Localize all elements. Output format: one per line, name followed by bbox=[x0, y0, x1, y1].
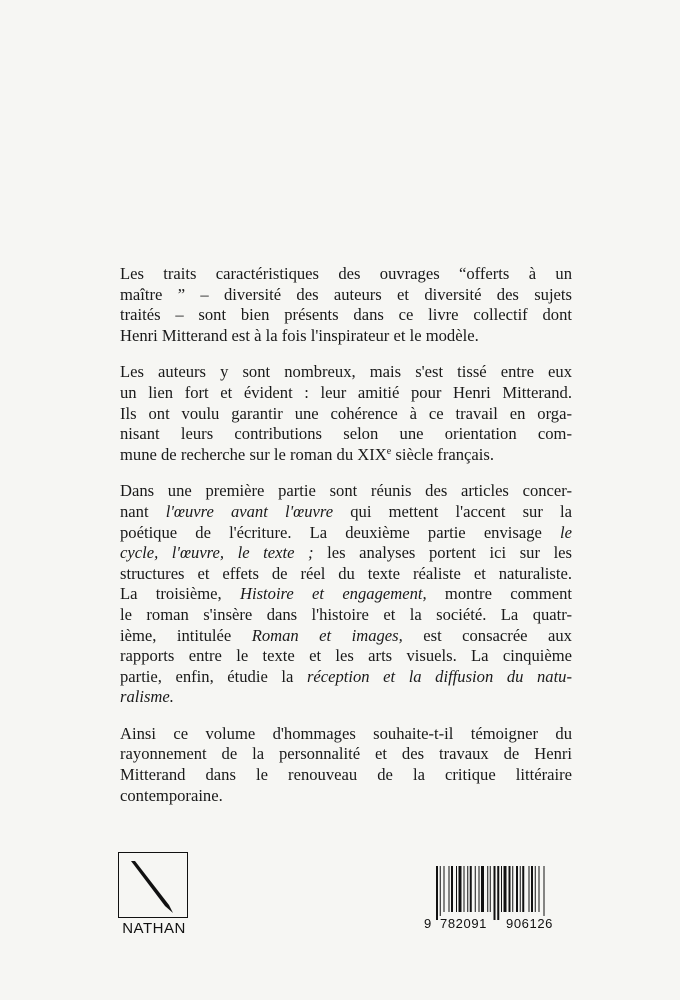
barcode-left-group: 782091 bbox=[440, 916, 487, 931]
text-segment: partie, enfin, étudie la bbox=[120, 666, 307, 686]
text-segment: Ainsi ce volume d'hommages souhaite-t-il témoigner du bbox=[120, 723, 572, 743]
barcode-bar bbox=[444, 866, 445, 912]
text-line bbox=[120, 362, 572, 383]
text-line bbox=[120, 445, 572, 466]
text-segment: le roman s'insère dans l'histoire et la société. La quatr- bbox=[120, 604, 572, 624]
text-segment: Henri Mitterand est à la fois l'inspirateur et le modèle. bbox=[120, 325, 479, 345]
barcode-bar bbox=[449, 866, 450, 912]
text-segment: structures et effets de réel du texte réaliste et naturaliste. bbox=[120, 563, 572, 583]
text-line bbox=[120, 765, 572, 786]
text-line bbox=[120, 605, 572, 626]
italic-text: cycle, l'œuvre, le texte ; bbox=[120, 543, 314, 563]
italic-text: le bbox=[560, 522, 572, 542]
text-segment: ième, intitulée bbox=[120, 625, 252, 645]
text-segment: Les auteurs y sont nombreux, mais s'est tissé entre eux bbox=[120, 362, 572, 382]
barcode-bar bbox=[509, 866, 511, 912]
text-line bbox=[120, 383, 572, 404]
text-segment: poétique de l'écriture. La deuxième partie envisage bbox=[120, 522, 561, 542]
text-line bbox=[120, 543, 572, 564]
nathan-n-logo-icon bbox=[118, 852, 188, 918]
text-segment: un lien fort et évident : leur amitié pour Henri Mitterand. bbox=[120, 382, 572, 402]
barcode-bar bbox=[464, 866, 465, 912]
text-line bbox=[120, 646, 572, 667]
text-line bbox=[120, 502, 572, 523]
text-line bbox=[120, 285, 572, 306]
text-segment: nisant leurs contributions selon une orientation com- bbox=[120, 424, 572, 444]
barcode-bar bbox=[531, 866, 533, 912]
paragraph bbox=[120, 264, 572, 346]
text-line bbox=[120, 305, 572, 326]
text-line bbox=[120, 326, 572, 347]
text-segment: Ils ont voulu garantir une cohérence à ce travail en orga- bbox=[120, 403, 572, 423]
barcode-bar bbox=[470, 866, 472, 912]
barcode-bar bbox=[494, 866, 496, 920]
text-line bbox=[120, 626, 572, 647]
text-line bbox=[120, 584, 572, 605]
barcode-bar bbox=[516, 866, 518, 912]
barcode-bar bbox=[512, 866, 513, 912]
barcode-bar bbox=[535, 866, 536, 912]
text-segment: nant bbox=[120, 501, 166, 521]
barcode-bar bbox=[475, 866, 476, 912]
text-line bbox=[120, 687, 572, 708]
text-segment: siècle français. bbox=[391, 444, 494, 464]
paragraph bbox=[120, 481, 572, 708]
isbn-barcode bbox=[424, 866, 574, 938]
barcode-first-digit: 9 bbox=[424, 916, 432, 931]
barcode-bar bbox=[539, 866, 540, 912]
barcode-bar bbox=[544, 866, 545, 920]
text-line bbox=[120, 264, 572, 285]
barcode-bar bbox=[456, 866, 457, 912]
text-line bbox=[120, 744, 572, 765]
barcode-bar bbox=[504, 866, 507, 912]
italic-text: Histoire et engagement, bbox=[239, 584, 427, 604]
barcode-bar bbox=[479, 866, 480, 912]
text-segment: montre comment bbox=[426, 584, 572, 604]
text-segment: les analyses portent ici sur les bbox=[313, 543, 573, 563]
barcode-bar bbox=[490, 866, 491, 912]
publisher-name: NATHAN bbox=[122, 920, 186, 937]
text-line bbox=[120, 667, 572, 688]
superscript: e bbox=[386, 445, 392, 457]
text-segment: Les traits caractéristiques des ouvrages “offerts à un bbox=[120, 264, 572, 283]
barcode-bar bbox=[497, 866, 499, 920]
barcode-bar bbox=[522, 866, 524, 912]
text-line bbox=[120, 523, 572, 544]
text-segment: Mitterand dans le renouveau de la critique littéraire bbox=[120, 765, 572, 785]
text-line bbox=[120, 404, 572, 425]
text-segment: contemporaine. bbox=[120, 785, 223, 805]
text-line bbox=[120, 786, 572, 807]
publisher-logo bbox=[118, 852, 190, 938]
text-segment: Dans une première partie sont réunis des articles concer- bbox=[120, 481, 572, 501]
text-line bbox=[120, 424, 572, 445]
text-segment: rapports entre le texte et les arts visuels. La cinquième bbox=[120, 646, 572, 666]
barcode-bar bbox=[459, 866, 462, 912]
paragraph bbox=[120, 724, 572, 806]
text-segment: qui mettent l'accent sur la bbox=[333, 501, 573, 521]
barcode-bar bbox=[501, 866, 502, 912]
text-line bbox=[120, 724, 572, 745]
barcode-bar bbox=[481, 866, 484, 912]
paragraph bbox=[120, 362, 572, 465]
barcode-bar bbox=[529, 866, 530, 912]
text-segment: maître ” – diversité des auteurs et diversité des sujets bbox=[120, 284, 572, 304]
text-segment: La troisième, bbox=[120, 584, 240, 604]
barcode-bar bbox=[520, 866, 521, 912]
barcode-bar bbox=[487, 866, 488, 912]
text-segment: mune de recherche sur le roman du XIX bbox=[120, 444, 387, 464]
italic-text: Roman et images, bbox=[251, 625, 403, 645]
ean13-barcode-icon bbox=[424, 866, 574, 920]
text-line bbox=[120, 564, 572, 585]
italic-text: réception et la diffusion du natu- bbox=[306, 666, 572, 686]
barcode-right-group: 906126 bbox=[506, 916, 553, 931]
barcode-bar bbox=[436, 866, 438, 920]
text-segment: traités – sont bien présents dans ce livre collectif dont bbox=[120, 305, 572, 325]
text-segment: rayonnement de la personnalité et des travaux de Henri bbox=[120, 744, 572, 764]
barcode-bar bbox=[440, 866, 441, 920]
text-segment: est consacrée aux bbox=[402, 625, 572, 645]
barcode-bar bbox=[451, 866, 453, 912]
barcode-bar bbox=[467, 866, 468, 912]
text-line bbox=[120, 481, 572, 502]
italic-text: l'œuvre avant l'œuvre bbox=[165, 501, 334, 521]
back-cover-text bbox=[120, 264, 572, 822]
italic-text: ralisme. bbox=[120, 687, 174, 707]
